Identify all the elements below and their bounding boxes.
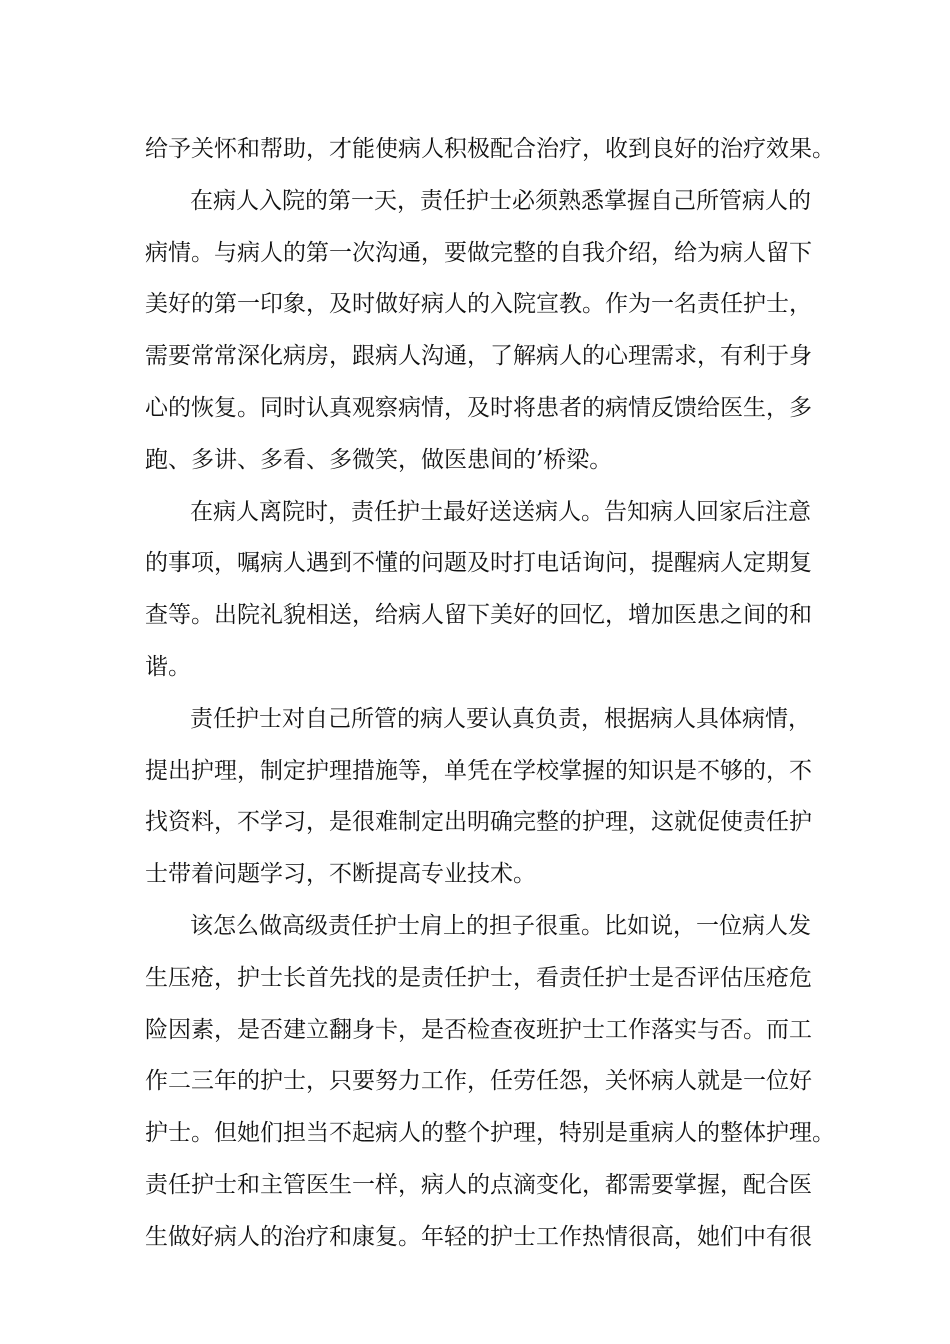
text-line: 病情。与病人的第一次沟通，要做完整的自我介绍，给为病人留下 [145, 239, 812, 266]
text-line: 作二三年的护士，只要努力工作，任劳任怨，关怀病人就是一位好 [145, 1068, 812, 1095]
text-line: 护士。但她们担当不起病人的整个护理，特别是重病人的整体护理。 [145, 1120, 835, 1147]
text-line: 的事项，嘱病人遇到不懂的问题及时打电话询问，提醒病人定期复 [145, 550, 812, 577]
text-line: 跑、多讲、多看、多微笑，做医患间的’桥梁。 [145, 446, 613, 473]
text-line: 险因素，是否建立翻身卡，是否检查夜班护士工作落实与否。而工 [145, 1016, 812, 1043]
text-line: 责任护士对自己所管的病人要认真负责，根据病人具体病情， [190, 705, 811, 732]
text-line: 谐。 [145, 653, 191, 680]
text-line: 需要常常深化病房，跟病人沟通，了解病人的心理需求，有利于身 [145, 343, 812, 370]
text-line: 美好的第一印象，及时做好病人的入院宣教。作为一名责任护士， [145, 291, 812, 318]
text-line: 生压疮，护士长首先找的是责任护士，看责任护士是否评估压疮危 [145, 964, 812, 991]
text-line: 查等。出院礼貌相送，给病人留下美好的回忆，增加医患之间的和 [145, 602, 812, 629]
text-line: 士带着问题学习，不断提高专业技术。 [145, 861, 536, 888]
text-line: 该怎么做高级责任护士肩上的担子很重。比如说，一位病人发 [190, 912, 811, 939]
text-line: 找资料，不学习，是很难制定出明确完整的护理，这就促使责任护 [145, 809, 812, 836]
text-line: 心的恢复。同时认真观察病情，及时将患者的病情反馈给医生，多 [145, 394, 812, 421]
document-body [145, 124, 835, 1264]
text-line: 给予关怀和帮助，才能使病人积极配合治疗，收到良好的治疗效果。 [145, 136, 835, 162]
text-line: 提出护理，制定护理措施等，单凭在学校掌握的知识是不够的，不 [145, 757, 812, 784]
text-line: 在病人离院时，责任护士最好送送病人。告知病人回家后注意 [190, 498, 811, 525]
text-line: 责任护士和主管医生一样，病人的点滴变化，都需要掌握，配合医 [145, 1171, 812, 1198]
text-line: 生做好病人的治疗和康复。年轻的护士工作热情很高，她们中有很 [145, 1223, 812, 1250]
text-line: 在病人入院的第一天，责任护士必须熟悉掌握自己所管病人的 [190, 187, 811, 214]
